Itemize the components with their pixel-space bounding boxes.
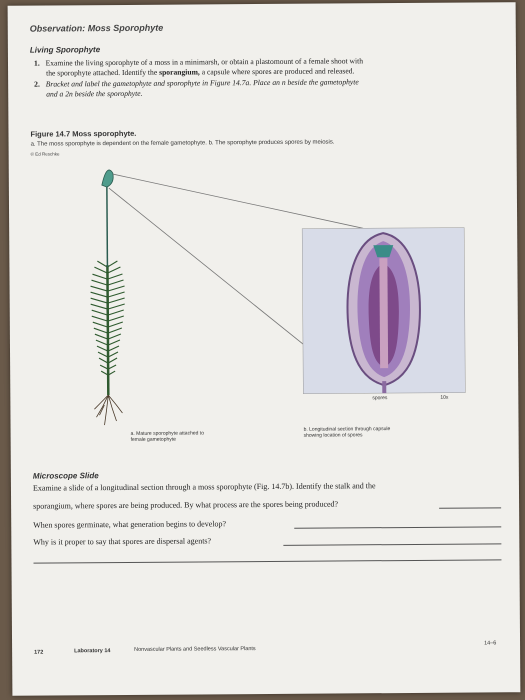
living-sporophyte-heading: Living Sporophyte [29,45,101,55]
footer-page-code: 14–6 [484,640,497,647]
figure-a-label-line-2: female gametophyte [130,436,176,443]
step-2-line-2: and a 2n beside the sporophyte. [46,88,143,99]
microscope-question-process: sporangium, where spores are being produced. By what process are the spores being produced? [33,499,339,511]
page-number: 172 [34,649,44,656]
step-1 [34,55,494,77]
microscope-line-1: Examine a slide of a longitudinal section through a moss sporophyte (Fig. 14.7b). Identify the stalk and the [32,481,376,493]
microscope-slide-heading: Microscope Slide [32,471,99,481]
step-1-line-2a: the sporophyte attached. Identify the [46,67,160,78]
moss-figure [9,152,519,456]
microscope-question-dispersal: Why is it proper to say that spores are dispersal agents? [33,536,212,547]
answer-blank-process[interactable] [439,507,501,508]
step-1-line-2-bold: sporangium, [159,66,200,77]
footer-chapter: Nonvascular Plants and Seedless Vascular Plants [134,646,256,653]
section-title: Observation: Moss Sporophyte [29,22,164,34]
photo-credit: © Ed Reschke [30,151,60,157]
magnification-label: 10x [440,394,449,401]
step-2 [34,76,494,98]
answer-blank-dispersal[interactable] [283,543,501,546]
microscope-question-generation: When spores germinate, what generation begins to develop? [33,519,227,530]
step-1-number: 1. [33,58,40,68]
figure-a-label [131,430,204,443]
step-1-line-2b: a capsule where spores are produced and released. [199,65,355,76]
spores-label: spores [372,395,388,402]
answer-blank-dispersal-2[interactable] [33,559,501,563]
step-1-line-1: Examine the living sporophyte of a moss in a minimarsh, or obtain a plastomount of a female shoot with [45,56,364,68]
step-2-number: 2. [34,79,40,89]
figure-b-label-line-1: b. Longitudinal section through capsule [303,426,391,433]
step-2-line-1: Bracket and label the gametophyte and sporophyte in Figure 14.7a. Place an n beside the gametophyte [45,77,359,89]
figure-title: Figure 14.7 Moss sporophyte. [30,128,137,139]
moss-gametophyte-drawing [90,261,125,425]
figure-caption: a. The moss sporophyte is dependent on the female gametophyte. b. The sporophyte produces spores by meiosis. [30,139,335,148]
figure-b-label-line-2: showing location of spores [303,432,363,439]
figure-b-label [304,426,391,439]
moss-sporophyte-drawing [102,170,114,267]
footer-lab: Laboratory 14 [74,648,111,655]
figure-a-label-line-1: a. Mature sporophyte attached to [130,430,204,437]
textbook-page [8,2,521,696]
answer-blank-generation[interactable] [294,526,501,528]
capsule-micrograph [302,228,465,394]
